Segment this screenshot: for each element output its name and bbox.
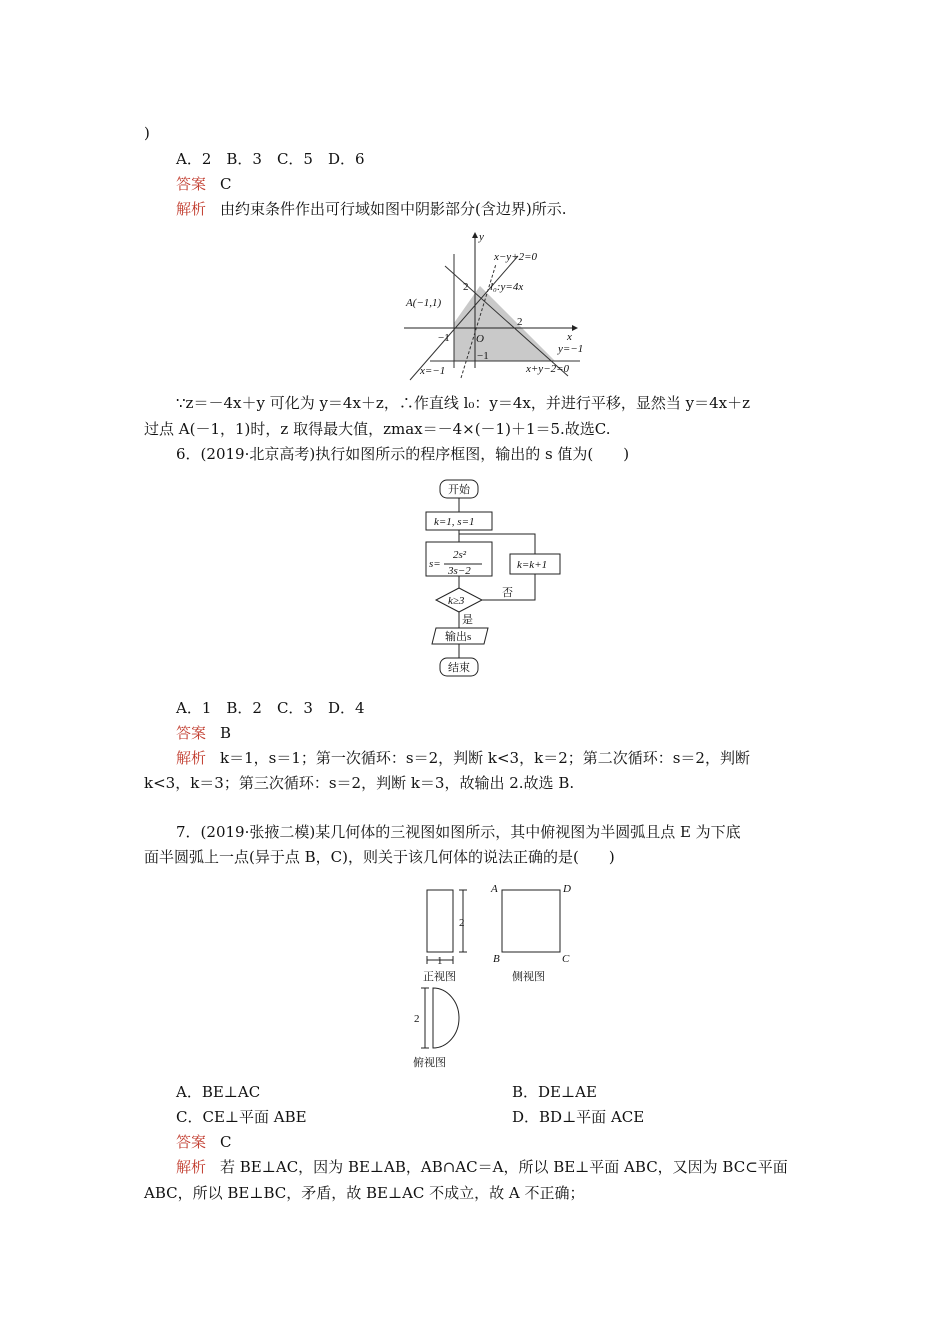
- q6-analysis-line-2: k<3，k＝3；第三次循环：s＝2，判断 k＝3，故输出 2.故选 B.: [144, 774, 575, 792]
- q7-option-a: A．BE⊥AC: [176, 1083, 261, 1101]
- analysis-text: 若 BE⊥AC，因为 BE⊥AB，AB∩AC＝A，所以 BE⊥平面 ABC，又因为 BC⊂平面: [220, 1158, 788, 1176]
- origin-label: O: [476, 333, 484, 345]
- q6-stem: 6．(2019·北京高考)执行如图所示的程序框图，输出的 s 值为( ): [176, 445, 630, 463]
- q7-option-d: D．BD⊥平面 ACE: [512, 1108, 645, 1126]
- answer-label: 答案: [176, 1133, 207, 1151]
- q6-analysis-line-1: [176, 747, 750, 769]
- q5-options: A．2 B．3 C．5 D．6: [176, 150, 365, 168]
- three-views-figure: [405, 880, 595, 1070]
- answer-value: C: [220, 1133, 232, 1151]
- flow-increment: k=k+1: [517, 559, 548, 571]
- vertex-b: B: [493, 953, 500, 965]
- x-axis-label: x: [567, 331, 572, 343]
- answer-value: C: [220, 175, 232, 193]
- flow-denominator: 3s−2: [448, 565, 471, 577]
- analysis-label: 解析: [176, 200, 207, 218]
- vertex-c: C: [562, 953, 570, 965]
- tick-minus-1-x: −1: [438, 332, 450, 344]
- analysis-text: k＝1，s＝1；第一次循环：s＝2，判断 k<3，k＝2；第二次循环：s＝2，判断: [220, 749, 750, 767]
- tick-2-x: 2: [517, 316, 523, 328]
- line-label-4: x+y−2=0: [526, 363, 570, 375]
- top-view-label: 俯视图: [413, 1057, 446, 1069]
- flow-no: 否: [502, 587, 513, 599]
- flow-condition: k≥3: [448, 595, 465, 607]
- point-a-label: A(−1,1): [406, 297, 442, 309]
- answer-label: 答案: [176, 724, 207, 742]
- line-label-1: x−y+2=0: [494, 251, 538, 263]
- flow-assign-s: s=: [429, 558, 441, 570]
- feasible-region-graph: [400, 228, 590, 378]
- q5-analysis-line-3: 过点 A(－1，1)时，z 取得最大值，zmax＝－4×(－1)＋1＝5.故选C.: [144, 420, 611, 438]
- shaded-region: [454, 286, 555, 361]
- front-view-label: 正视图: [423, 971, 456, 983]
- vertex-a: A: [491, 883, 498, 895]
- q7-option-b: B．DE⊥AE: [512, 1083, 597, 1101]
- q7-stem-line-1: 7．(2019·张掖二模)某几何体的三视图如图所示，其中俯视图为半圆弧且点 E 为下底: [176, 823, 741, 841]
- flowchart: [420, 476, 570, 682]
- tick-minus-1-y: −1: [477, 350, 489, 362]
- q7-stem-line-2: 面半圆弧上一点(异于点 B，C)，则关于该几何体的说法正确的是( ): [144, 848, 615, 866]
- side-view-label: 侧视图: [512, 971, 545, 983]
- q6-options: A．1 B．2 C．3 D．4: [176, 699, 365, 717]
- q7-option-c: C．CE⊥平面 ABE: [176, 1108, 307, 1126]
- flow-numerator: 2s²: [453, 549, 467, 561]
- y-axis-label: y: [479, 231, 484, 243]
- flow-start: 开始: [448, 484, 470, 496]
- q5-paren: ): [144, 124, 150, 142]
- q7-analysis-line-2: ABC，所以 BE⊥BC，矛盾，故 BE⊥AC 不成立，故 A 不正确；: [144, 1184, 585, 1202]
- q5-answer: [176, 173, 232, 195]
- flow-end: 结束: [448, 662, 470, 674]
- q5-analysis-line-2: ∵z＝－4x＋y 可化为 y＝4x＋z，∴作直线 l₀：y＝4x，并进行平移，显然当 y＝4x＋z: [176, 394, 751, 412]
- analysis-label: 解析: [176, 1158, 207, 1176]
- flow-output: 输出s: [445, 631, 472, 643]
- q6-answer: [176, 722, 231, 744]
- answer-value: B: [220, 724, 232, 742]
- analysis-label: 解析: [176, 749, 207, 767]
- front-height-label: 2: [459, 917, 465, 929]
- q7-analysis-line-1: [176, 1156, 788, 1178]
- flow-init: k=1, s=1: [434, 516, 475, 528]
- q5-analysis-line-1: [176, 198, 567, 220]
- vertex-d: D: [563, 883, 571, 895]
- line-label-l0: l₀:y=4x: [490, 281, 524, 293]
- line-label-x-minus-1: x=−1: [420, 365, 446, 377]
- top-height-label: 2: [414, 1013, 420, 1025]
- tick-2-y: 2: [463, 281, 469, 293]
- front-width-label: 1: [437, 955, 443, 967]
- flow-yes: 是: [462, 614, 473, 626]
- line-label-y-minus-1: y=−1: [558, 343, 584, 355]
- answer-label: 答案: [176, 175, 207, 193]
- q7-answer: [176, 1131, 232, 1153]
- analysis-text: 由约束条件作出可行域如图中阴影部分(含边界)所示.: [220, 200, 567, 218]
